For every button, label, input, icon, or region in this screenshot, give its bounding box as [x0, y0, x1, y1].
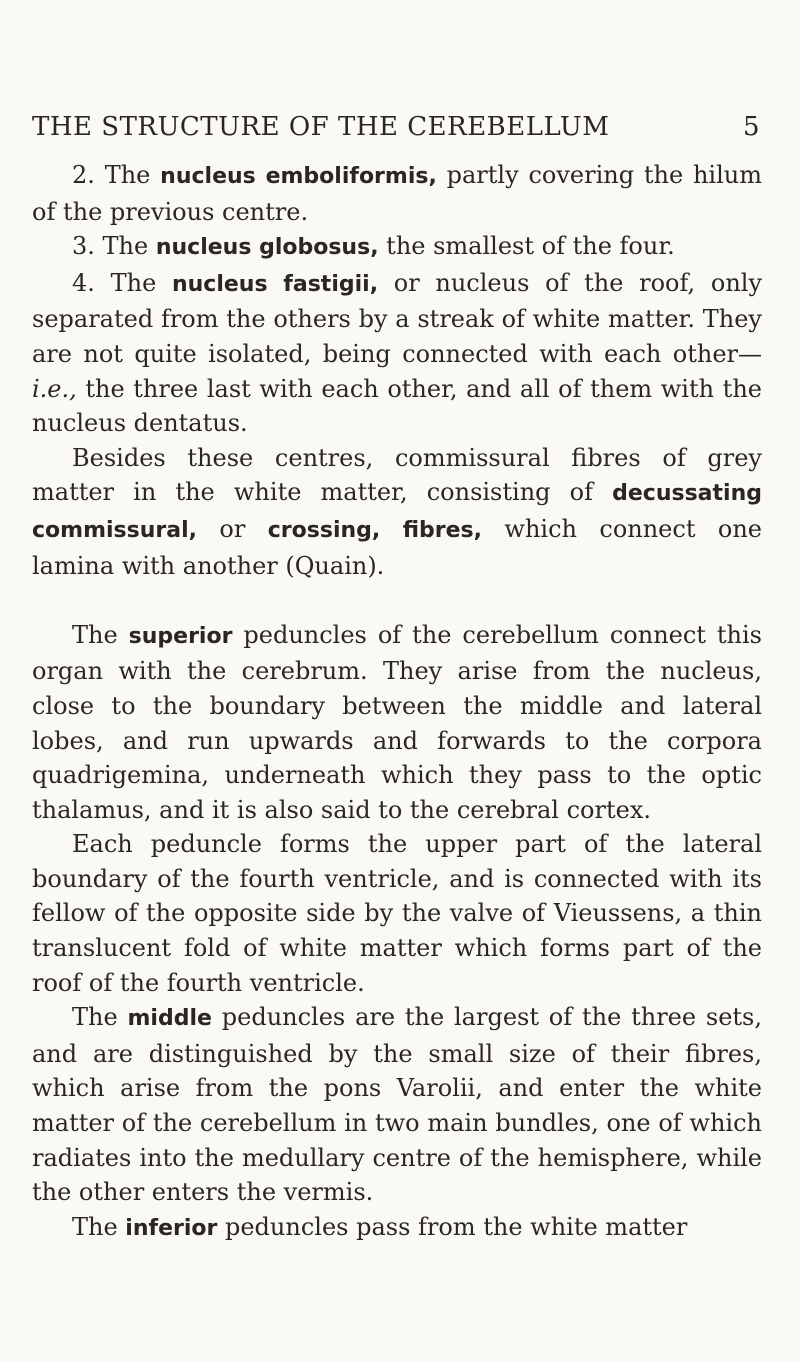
text-run: the three last with each other, and all of them with the nucleus dentatus.	[32, 374, 762, 438]
text-run: 2. The	[72, 161, 161, 189]
bold-term: middle	[127, 1006, 212, 1032]
text-run: the smallest of the four.	[378, 232, 675, 261]
paragraph-commissural-fibres	[32, 441, 762, 583]
text-run: Each peduncle forms the upper part of the lateral boundary of the fourth ventricle, and is connected with its fellow of the opposite side by the valve of Vieussens, a thin translucent fold of white matter which forms part of the roof of the fourth ventricle.	[32, 830, 762, 997]
running-title: THE STRUCTURE OF THE CEREBELLUM	[32, 112, 610, 142]
paragraph-nucleus-emboliformis	[32, 158, 762, 229]
paragraph-peduncle-boundary	[32, 827, 762, 1000]
body-text	[32, 158, 762, 1246]
paragraph-nucleus-globosus	[32, 229, 762, 266]
text-run: The	[72, 620, 129, 649]
text-run: The	[72, 1003, 128, 1032]
text-run: 4. The	[72, 268, 172, 297]
paragraph-superior-peduncles	[32, 618, 762, 828]
paragraph-nucleus-fastigii	[32, 266, 762, 441]
paragraph-middle-peduncles	[32, 1000, 762, 1210]
text-run: peduncles are the largest of the three sets, and are distinguished by the small size of their fibres, which arise from the pons Varolii, and enter the white matter of the cerebellum in two main bundles, one of which radiates into the medullary centre of the hemisphere, while the other enters the vermis.	[32, 1003, 763, 1207]
text-run: or	[197, 514, 268, 543]
text-run: peduncles pass from the white matter	[217, 1212, 688, 1241]
bold-term: nucleus fastigii,	[171, 271, 379, 297]
paragraph-inferior-peduncles	[32, 1210, 762, 1247]
text-run: peduncles of the cerebellum connect this organ with the cerebrum. They arise from the nucleus, close to the boundary between the middle and lateral lobes, and run upwards and forwards to the corpora quadrigemina, underneath which they pass to the optic thalamus, and it is also said to the cerebral cortex.	[32, 620, 763, 824]
running-header	[32, 112, 760, 152]
text-run: 3. The	[72, 232, 156, 261]
text-run: or nucleus of the roof, only separated from the others by a streak of white matter. They are not quite isolated, being connected with each other—	[32, 268, 763, 368]
bold-term: inferior	[125, 1215, 218, 1241]
page-number: 5	[742, 112, 760, 142]
bold-term: nucleus emboliformis,	[160, 164, 437, 189]
text-run: Besides these centres, commissural fibres of grey matter in the white matter, consisting of	[32, 443, 762, 507]
bold-term: nucleus globosus,	[155, 235, 379, 261]
bold-term: superior	[128, 623, 233, 649]
text-run: The	[72, 1212, 126, 1241]
text-run: partly covering the hilum of the previous centre.	[32, 161, 762, 226]
bold-term: crossing, fibres,	[267, 517, 482, 543]
bold-term: decussating commissural,	[32, 481, 762, 543]
text-run: which connect one lamina with another (Quain).	[32, 514, 762, 580]
italic-term: i.e.,	[32, 374, 77, 403]
